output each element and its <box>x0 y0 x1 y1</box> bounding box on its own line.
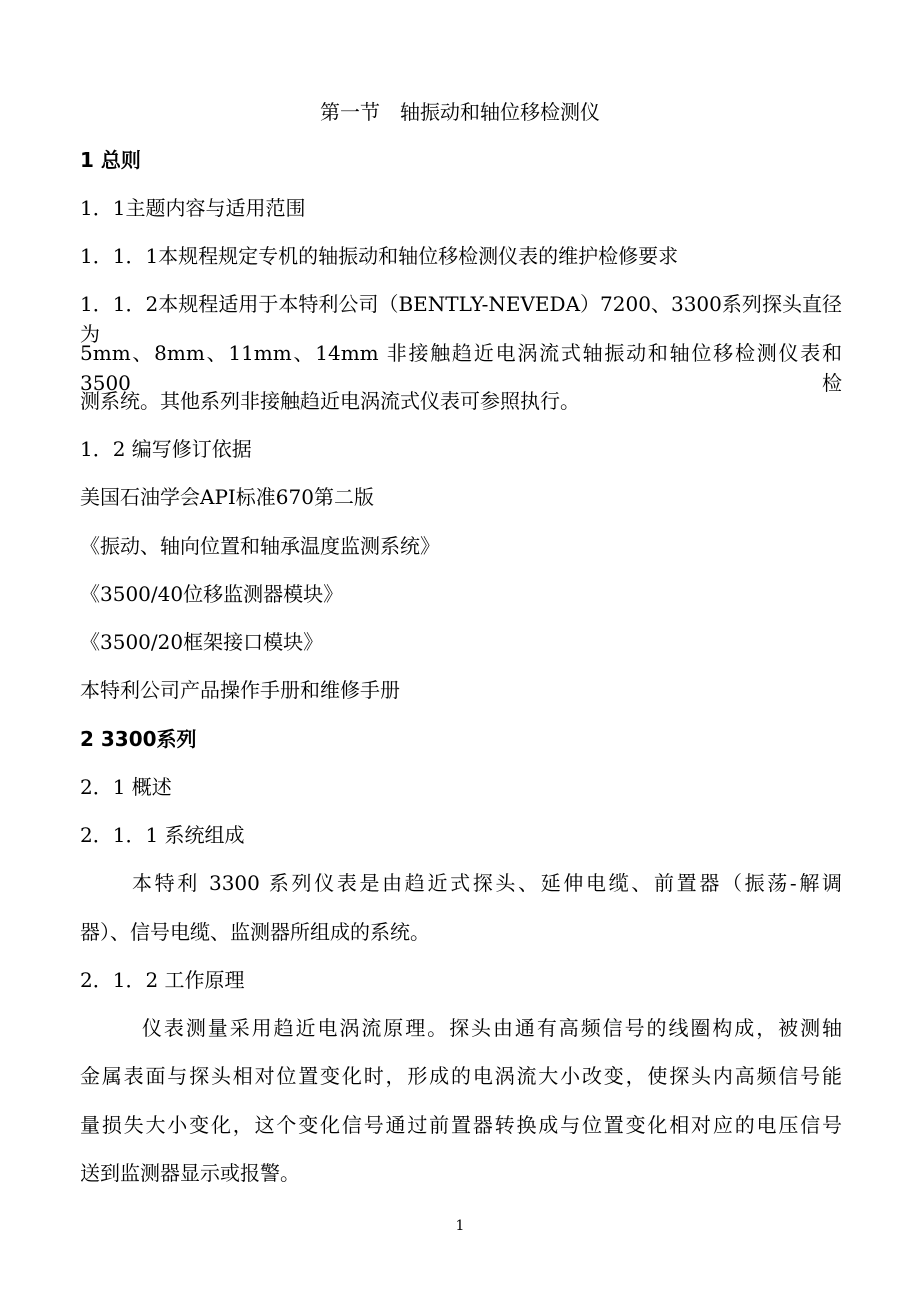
clause-1-1-2-line2: 5mm、8mm、11mm、14mm 非接触趋近电涡流式轴振动和轴位移检测仪表和 3500 检 <box>80 341 842 395</box>
heading-3300-series: 2 3300系列 <box>80 727 197 751</box>
heading-general: 1 总则 <box>80 148 141 172</box>
reference-3500-20: 《3500/20框架接口模块》 <box>80 630 324 654</box>
heading-2-1: 2．1 概述 <box>80 775 172 799</box>
reference-api-670: 美国石油学会API标准670第二版 <box>80 485 374 509</box>
principle-line3: 量损失大小变化，这个变化信号通过前置器转换成与位置变化相对应的电压信号 <box>80 1113 842 1137</box>
system-composition-line2: 器）、信号电缆、监测器所组成的系统。 <box>80 920 430 944</box>
heading-2-1-1: 2．1．1 系统组成 <box>80 823 245 847</box>
system-composition-line1: 本特利 3300 系列仪表是由趋近式探头、延伸电缆、前置器（振荡-解调 <box>132 871 842 895</box>
heading-2-1-2: 2．1．2 工作原理 <box>80 968 245 992</box>
section-title: 第一节 轴振动和轴位移检测仪 <box>320 100 600 124</box>
principle-line4: 送到监测器显示或报警。 <box>80 1161 300 1185</box>
reference-manuals: 本特利公司产品操作手册和维修手册 <box>80 678 400 702</box>
reference-3500-40: 《3500/40位移监测器模块》 <box>80 582 344 606</box>
reference-monitoring-system: 《振动、轴向位置和轴承温度监测系统》 <box>80 534 440 558</box>
principle-line1: 仪表测量采用趋近电涡流原理。探头由通有高频信号的线圈构成，被测轴 <box>142 1016 842 1040</box>
heading-1-1: 1．1主题内容与适用范围 <box>80 196 306 220</box>
heading-1-2: 1．2 编写修订依据 <box>80 437 252 461</box>
clause-1-1-2-line3: 测系统。其他系列非接触趋近电涡流式仪表可参照执行。 <box>80 389 580 413</box>
clause-1-1-1: 1．1．1本规程规定专机的轴振动和轴位移检测仪表的维护检修要求 <box>80 244 679 268</box>
page-number: 1 <box>455 1218 465 1234</box>
principle-line2: 金属表面与探头相对位置变化时，形成的电涡流大小改变，使探头内高频信号能 <box>80 1064 842 1088</box>
clause-1-1-2-line1: 1．1．2本规程适用于本特利公司（BENTLY-NEVEDA）7200、3300系列探头直径为 <box>80 292 842 346</box>
